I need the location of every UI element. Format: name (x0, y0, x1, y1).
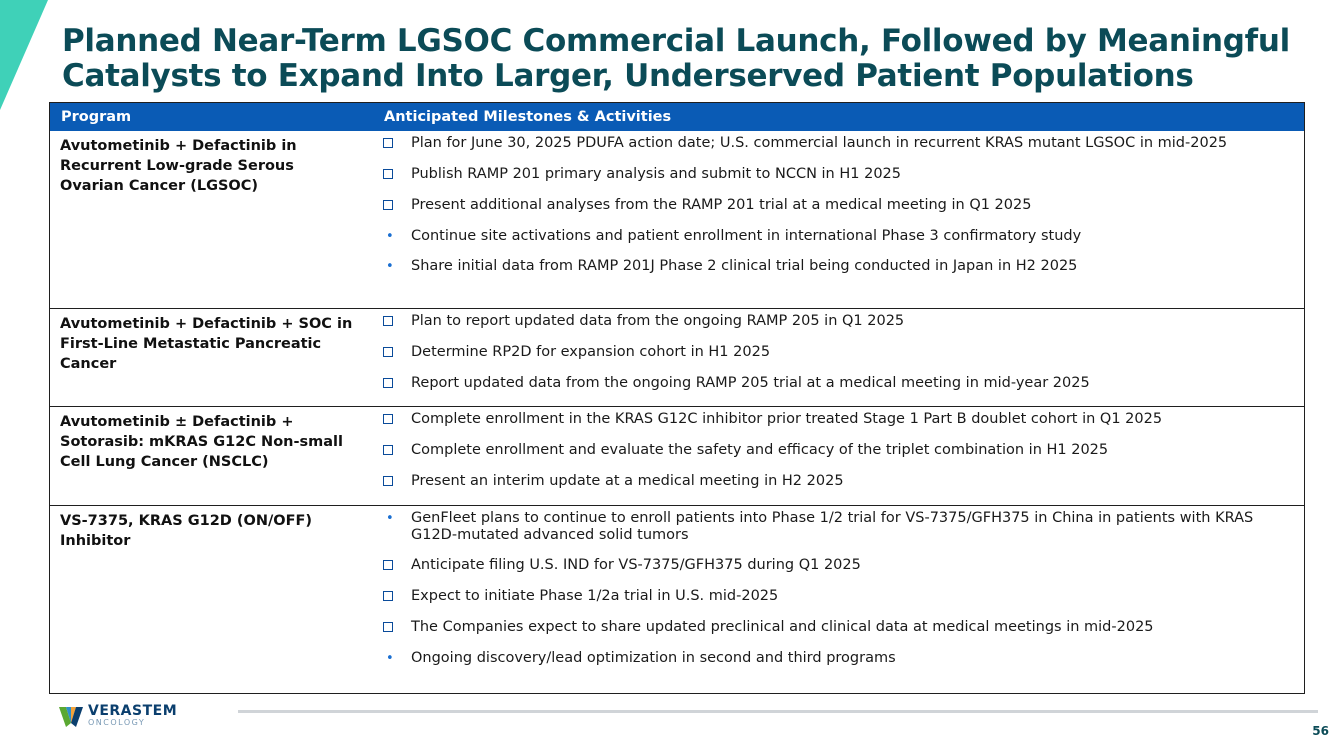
program-name: Avutometinib ± Defactinib + Sotorasib: mKRAS G12C Non-small Cell Lung Cancer (NSCLC) (60, 414, 343, 470)
table-row (50, 406, 1304, 505)
footer-divider (238, 710, 1318, 713)
table-header (50, 103, 1304, 131)
milestone-text: Complete enrollment and evaluate the safety and efficacy of the triplet combination in H1 2025 (411, 442, 1109, 458)
milestone-item (371, 411, 1284, 429)
checkbox-icon (371, 411, 411, 429)
milestone-text: Publish RAMP 201 primary analysis and submit to NCCN in H1 2025 (411, 166, 901, 182)
milestone-text: Report updated data from the ongoing RAMP 205 trial at a medical meeting in mid-year 2025 (411, 375, 1090, 391)
header-milestones: Anticipated Milestones & Activities (384, 109, 672, 125)
milestone-text: GenFleet plans to continue to enroll patients into Phase 1/2 trial for VS-7375/GFH375 in China in patients with KRAS G12D-mutated advanced solid tumors (411, 510, 1254, 543)
milestone-item (371, 473, 1284, 491)
checkbox-icon (371, 588, 411, 606)
milestone-item (371, 588, 1284, 606)
milestone-item (371, 197, 1284, 215)
bullet-icon: • (386, 259, 394, 274)
milestone-list (371, 506, 1304, 691)
checkbox-icon (371, 313, 411, 331)
table-body (50, 131, 1304, 691)
program-name: Avutometinib + Defactinib in Recurrent Low-grade Serous Ovarian Cancer (LGSOC) (60, 138, 297, 194)
milestone-text: Share initial data from RAMP 201J Phase 2 clinical trial being conducted in Japan in H2 2025 (411, 258, 1078, 274)
milestone-item (371, 344, 1284, 362)
milestone-text: Ongoing discovery/lead optimization in second and third programs (411, 650, 896, 666)
company-logo (58, 705, 177, 729)
milestone-text: Complete enrollment in the KRAS G12C inhibitor prior treated Stage 1 Part B doublet cohort in Q1 2025 (411, 411, 1163, 427)
milestone-item (371, 166, 1284, 184)
milestone-list (371, 131, 1304, 308)
checkbox-icon (371, 557, 411, 575)
milestone-text: Determine RP2D for expansion cohort in H1 2025 (411, 344, 771, 360)
milestone-text: Expect to initiate Phase 1/2a trial in U.S. mid-2025 (411, 588, 779, 604)
checkbox-icon (371, 166, 411, 184)
checkbox-icon (371, 473, 411, 491)
corner-accent (0, 0, 48, 110)
checkbox-icon (371, 442, 411, 460)
milestone-text: Plan for June 30, 2025 PDUFA action date; U.S. commercial launch in recurrent KRAS mutant LGSOC in mid-2025 (411, 135, 1228, 151)
milestone-text: Plan to report updated data from the ongoing RAMP 205 in Q1 2025 (411, 313, 905, 329)
milestone-item (371, 228, 1284, 245)
milestone-item (371, 135, 1284, 153)
slide-title: Planned Near-Term LGSOC Commercial Launch, Followed by Meaningful Catalysts to Expand Into Larger, Underserved Patient Populations (62, 23, 1290, 94)
checkbox-icon (371, 619, 411, 637)
milestone-text: Present an interim update at a medical meeting in H2 2025 (411, 473, 844, 489)
milestone-text: Anticipate filing U.S. IND for VS-7375/GFH375 during Q1 2025 (411, 557, 861, 573)
checkbox-icon (371, 375, 411, 393)
checkbox-icon (371, 135, 411, 153)
milestone-item (371, 510, 1284, 544)
table-row (50, 131, 1304, 308)
program-name: VS-7375, KRAS G12D (ON/OFF) Inhibitor (60, 513, 313, 549)
milestone-item (371, 313, 1284, 331)
milestone-list (371, 407, 1304, 505)
milestone-text: Present additional analyses from the RAMP 201 trial at a medical meeting in Q1 2025 (411, 197, 1032, 213)
program-name: Avutometinib + Defactinib + SOC in First-Line Metastatic Pancreatic Cancer (60, 316, 353, 372)
page-number: 56 (1312, 724, 1329, 738)
table-row (50, 308, 1304, 406)
milestone-item (371, 557, 1284, 575)
table-row (50, 505, 1304, 691)
milestone-item (371, 258, 1284, 275)
milestone-text: The Companies expect to share updated preclinical and clinical data at medical meetings in mid-2025 (411, 619, 1154, 635)
checkbox-icon (371, 344, 411, 362)
milestone-list (371, 309, 1304, 406)
milestone-item (371, 650, 1284, 667)
verastem-logo-icon (58, 705, 84, 729)
logo-text: VERASTEM (88, 703, 178, 719)
milestone-item (371, 619, 1284, 637)
milestones-table (49, 102, 1305, 694)
header-program: Program (61, 109, 132, 125)
bullet-icon: • (386, 651, 394, 666)
logo-subtext: ONCOLOGY (88, 718, 146, 727)
milestone-item (371, 442, 1284, 460)
milestone-text: Continue site activations and patient enrollment in international Phase 3 confirmatory study (411, 228, 1082, 244)
bullet-icon: • (386, 229, 394, 244)
bullet-icon: • (386, 511, 394, 526)
checkbox-icon (371, 197, 411, 215)
milestone-item (371, 375, 1284, 393)
